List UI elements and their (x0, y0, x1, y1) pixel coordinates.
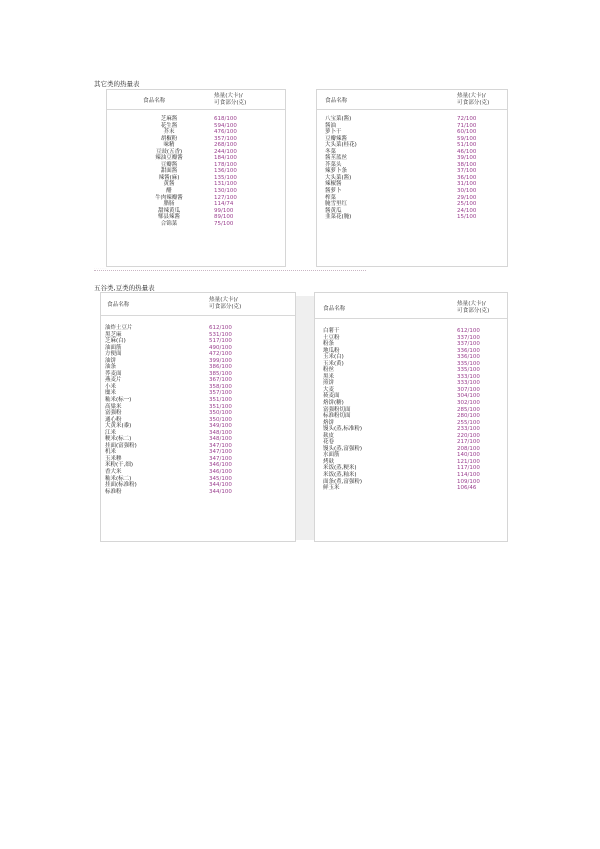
food-name: 大黄米(黍) (105, 423, 132, 430)
calorie-value: 349/100 (209, 423, 232, 430)
food-name: 郫县辣酱 (157, 214, 180, 221)
calorie-value: 114/74 (214, 201, 234, 208)
calorie-value: 351/100 (209, 403, 232, 410)
food-name: 富强粉 (105, 410, 122, 417)
calorie-value: 347/100 (209, 449, 232, 456)
calorie-value: 285/100 (457, 406, 480, 413)
food-name: 粉丝 (323, 367, 335, 374)
section2-right-value-header-2: 可食部分(克) (457, 308, 490, 314)
calorie-value: 350/100 (209, 410, 232, 417)
section1-left-name-header: 食品名称 (143, 98, 166, 104)
food-name: 标准粉切面 (323, 413, 351, 420)
food-name: 挂面(标准粉) (105, 482, 137, 489)
section1-left-value-header-2: 可食部分(克) (214, 100, 247, 106)
food-name: 芝麻酱 (160, 116, 178, 122)
food-name: 麸皮 (323, 432, 335, 439)
calorie-value: 280/100 (457, 413, 480, 420)
food-name: 味精 (163, 142, 175, 149)
food-name: 烙饼 (323, 419, 335, 426)
calorie-value: 336/100 (457, 354, 480, 361)
food-name: 榨菜 (325, 194, 337, 201)
section2-right-names (323, 328, 362, 492)
section2-right-values (457, 328, 480, 492)
food-name: 白薯干 (323, 328, 340, 334)
section-divider (94, 270, 366, 271)
calorie-value: 38/100 (457, 161, 477, 168)
calorie-value: 60/100 (457, 129, 477, 136)
calorie-value: 337/100 (457, 341, 480, 348)
food-name: 糜米 (105, 390, 117, 397)
food-name: 莜麦面 (323, 393, 340, 400)
calorie-value: 517/100 (209, 338, 232, 345)
calorie-value: 135/100 (214, 174, 237, 181)
section1-right-value-header-2: 可食部分(克) (457, 100, 490, 106)
food-name: 大头菜(桂花) (325, 142, 357, 149)
calorie-value: 46/100 (457, 148, 477, 155)
food-name: 甜面酱 (160, 168, 178, 175)
food-name: 粳米(标二) (105, 436, 132, 443)
calorie-value: 39/100 (457, 155, 477, 162)
calorie-value: 490/100 (209, 344, 232, 351)
section2-right-panel (314, 292, 508, 542)
food-name: 米饭(蒸,籼米) (323, 472, 357, 479)
calorie-value: 136/100 (214, 168, 237, 175)
food-name: 黑米 (323, 373, 335, 380)
calorie-value: 476/100 (214, 129, 237, 136)
calorie-value: 346/100 (209, 469, 232, 476)
food-name: 芝麻(白) (105, 338, 126, 345)
calorie-value: 618/100 (214, 116, 237, 122)
food-name: 富强粉切面 (323, 406, 351, 413)
calorie-value: 357/100 (214, 135, 237, 142)
food-name: 地瓜粉 (323, 347, 340, 354)
food-name: 标准粉 (105, 488, 122, 495)
food-name: 大头菜(酱) (325, 174, 352, 181)
food-name: 通心粉 (105, 416, 122, 423)
section2-title: 五谷类,豆类的热量表 (94, 284, 155, 292)
calorie-value: 302/100 (457, 400, 480, 407)
calorie-value: 178/100 (214, 161, 237, 168)
section2-left-value-header-1: 热量(大卡)/ (209, 297, 238, 303)
calorie-value: 345/100 (209, 475, 232, 482)
calorie-value: 348/100 (209, 429, 232, 436)
calorie-value: 335/100 (457, 360, 480, 367)
food-name: 油炸土豆片 (105, 325, 133, 331)
calorie-value: 399/100 (209, 357, 232, 364)
section1-right-values (457, 116, 476, 221)
calorie-value: 220/100 (457, 432, 480, 439)
calorie-value: 51/100 (457, 142, 477, 149)
calorie-value: 71/100 (457, 122, 477, 129)
calorie-value: 233/100 (457, 426, 480, 433)
food-name: 荞麦面 (105, 370, 122, 377)
calorie-value: 344/100 (209, 488, 232, 495)
calorie-value: 109/100 (457, 478, 480, 485)
calorie-value: 386/100 (209, 364, 232, 371)
food-name: 辣酱(麻) (158, 174, 180, 181)
calorie-value: 15/100 (457, 214, 477, 221)
calorie-value: 594/100 (214, 122, 237, 129)
section2-left-name-header: 食品名称 (107, 302, 130, 308)
calorie-value: 335/100 (457, 367, 480, 374)
calorie-value: 89/100 (214, 214, 234, 221)
calorie-value: 612/100 (209, 325, 232, 331)
food-name: 馒头(蒸,标准粉) (323, 426, 363, 433)
food-name: 水面筋 (323, 452, 340, 459)
food-name: 籼米(标二) (105, 475, 132, 482)
calorie-value: 30/100 (457, 188, 477, 195)
food-name: 土豆粉 (323, 334, 340, 341)
food-name: 辣油豆瓣酱 (155, 155, 183, 162)
section2-left-header-rule (101, 315, 296, 316)
calorie-value: 59/100 (457, 135, 477, 142)
food-name: 腌雪里红 (325, 201, 348, 208)
section1-left-panel (106, 89, 286, 267)
calorie-value: 350/100 (209, 416, 232, 423)
calorie-value: 357/100 (209, 390, 232, 397)
calorie-value: 358/100 (209, 383, 232, 390)
calorie-value: 307/100 (457, 386, 480, 393)
food-name: 油饼 (105, 357, 117, 364)
food-name: 酱萝卜 (325, 188, 342, 195)
calorie-value: 127/100 (214, 194, 237, 201)
calorie-value: 106/46 (457, 485, 477, 492)
calorie-value: 268/100 (214, 142, 237, 149)
food-name: 辣椒酱 (325, 181, 342, 188)
food-name: 牛肉辣瓣酱 (155, 194, 183, 201)
food-name: 玉米糁 (105, 455, 122, 462)
food-name: 烙饼(糖) (323, 400, 344, 407)
section2-left-value-header-2: 可食部分(克) (209, 304, 242, 310)
calorie-value: 24/100 (457, 207, 477, 214)
food-name: 江米 (105, 429, 117, 436)
food-name: 油面筋 (105, 344, 122, 351)
divider-mark: · · · · · · · (94, 266, 107, 270)
calorie-value: 29/100 (457, 194, 477, 201)
calorie-value: 336/100 (457, 347, 480, 354)
section1-left-value-header-1: 热量(大卡)/ (214, 93, 243, 99)
food-name: 籼米(标一) (105, 397, 132, 404)
section1-left-header-rule (107, 109, 286, 110)
section2-left-panel (100, 292, 296, 542)
calorie-value: 184/100 (214, 155, 237, 162)
calorie-value: 99/100 (214, 207, 234, 214)
food-name: 辣萝卜条 (325, 168, 348, 175)
section1-left-names (129, 116, 209, 227)
food-name: 鲜玉米 (323, 485, 340, 492)
calorie-value: 333/100 (457, 373, 480, 380)
food-name: 黑芝麻 (105, 331, 122, 338)
food-name: 米粉(干,细) (105, 462, 134, 469)
food-name: 合锦菜 (160, 220, 178, 227)
food-name: 豆豉(五香) (155, 148, 183, 155)
food-name: 花卷 (323, 439, 335, 446)
calorie-value: 347/100 (209, 455, 232, 462)
food-name: 韭菜花(腌) (325, 214, 352, 221)
section2-right-header-rule (315, 318, 508, 319)
section2-left-names (105, 325, 137, 495)
food-name: 玉米(白) (323, 354, 344, 361)
food-name: 冬菜 (325, 148, 337, 155)
calorie-value: 121/100 (457, 458, 480, 465)
food-name: 方便面 (105, 351, 122, 358)
food-name: 高粱米 (105, 403, 122, 410)
calorie-value: 385/100 (209, 370, 232, 377)
calorie-value: 25/100 (457, 201, 477, 208)
section2-right-value-header-1: 热量(大卡)/ (457, 301, 486, 307)
food-name: 腊肠 (163, 201, 175, 208)
food-name: 香大米 (105, 469, 122, 476)
food-name: 酱苤蓝丝 (325, 155, 348, 162)
food-name: 燕麦片 (105, 377, 122, 384)
food-name: 酱黄瓜 (325, 207, 342, 214)
calorie-value: 472/100 (209, 351, 232, 358)
food-name: 芥菜头 (325, 161, 342, 168)
calorie-value: 351/100 (209, 397, 232, 404)
section1-right-name-header: 食品名称 (325, 98, 348, 104)
calorie-value: 531/100 (209, 331, 232, 338)
section2-right-name-header: 食品名称 (323, 306, 346, 312)
food-name: 八宝菜(酱) (325, 116, 352, 122)
calorie-value: 37/100 (457, 168, 477, 175)
calorie-value: 140/100 (457, 452, 480, 459)
food-name: 黄酱 (163, 181, 175, 188)
calorie-value: 348/100 (209, 436, 232, 443)
food-name: 豆瓣辣酱 (325, 135, 348, 142)
food-name: 豆瓣酱 (160, 161, 178, 168)
food-name: 小米 (105, 383, 117, 390)
calorie-value: 131/100 (214, 181, 237, 188)
calorie-value: 337/100 (457, 334, 480, 341)
food-name: 油条 (105, 364, 117, 371)
food-name: 花生酱 (160, 122, 178, 129)
food-name: 面条(煮,富强粉) (323, 478, 363, 485)
section1-right-names (325, 116, 357, 221)
food-name: 烤麸 (323, 458, 335, 465)
food-name: 醋 (166, 188, 172, 195)
calorie-value: 612/100 (457, 328, 480, 334)
calorie-value: 367/100 (209, 377, 232, 384)
panel-gap (296, 296, 314, 540)
calorie-value: 304/100 (457, 393, 480, 400)
food-name: 芥末 (163, 129, 175, 136)
food-name: 胡椒粉 (160, 135, 178, 142)
section1-left-values (214, 116, 237, 227)
calorie-value: 347/100 (209, 442, 232, 449)
section1-right-value-header-1: 热量(大卡)/ (457, 93, 486, 99)
calorie-value: 36/100 (457, 174, 477, 181)
food-name: 机米 (105, 449, 117, 456)
calorie-value: 333/100 (457, 380, 480, 387)
calorie-value: 117/100 (457, 465, 480, 472)
food-name: 馒头(蒸,富强粉) (323, 445, 363, 452)
calorie-value: 217/100 (457, 439, 480, 446)
section1-title: 其它类的热量表 (94, 80, 140, 88)
food-name: 大麦 (323, 386, 335, 393)
calorie-value: 130/100 (214, 188, 237, 195)
food-name: 酱油 (325, 122, 337, 129)
food-name: 米饭(蒸,粳米) (323, 465, 357, 472)
calorie-value: 344/100 (209, 482, 232, 489)
food-name: 甜辣黄瓜 (157, 207, 180, 214)
calorie-value: 208/100 (457, 445, 480, 452)
food-name: 粉条 (323, 341, 335, 348)
food-name: 煎饼 (323, 380, 335, 387)
food-name: 玉米(黄) (323, 360, 344, 367)
calorie-value: 114/100 (457, 472, 480, 479)
food-name: 挂面(富强粉) (105, 442, 137, 449)
calorie-value: 346/100 (209, 462, 232, 469)
calorie-value: 75/100 (214, 220, 234, 227)
section2-left-values (209, 325, 232, 495)
food-name: 萝卜干 (325, 129, 342, 136)
calorie-value: 31/100 (457, 181, 477, 188)
section1-right-header-rule (317, 109, 508, 110)
calorie-value: 255/100 (457, 419, 480, 426)
calorie-value: 72/100 (457, 116, 477, 122)
calorie-value: 244/100 (214, 148, 237, 155)
section1-right-panel (316, 89, 508, 267)
